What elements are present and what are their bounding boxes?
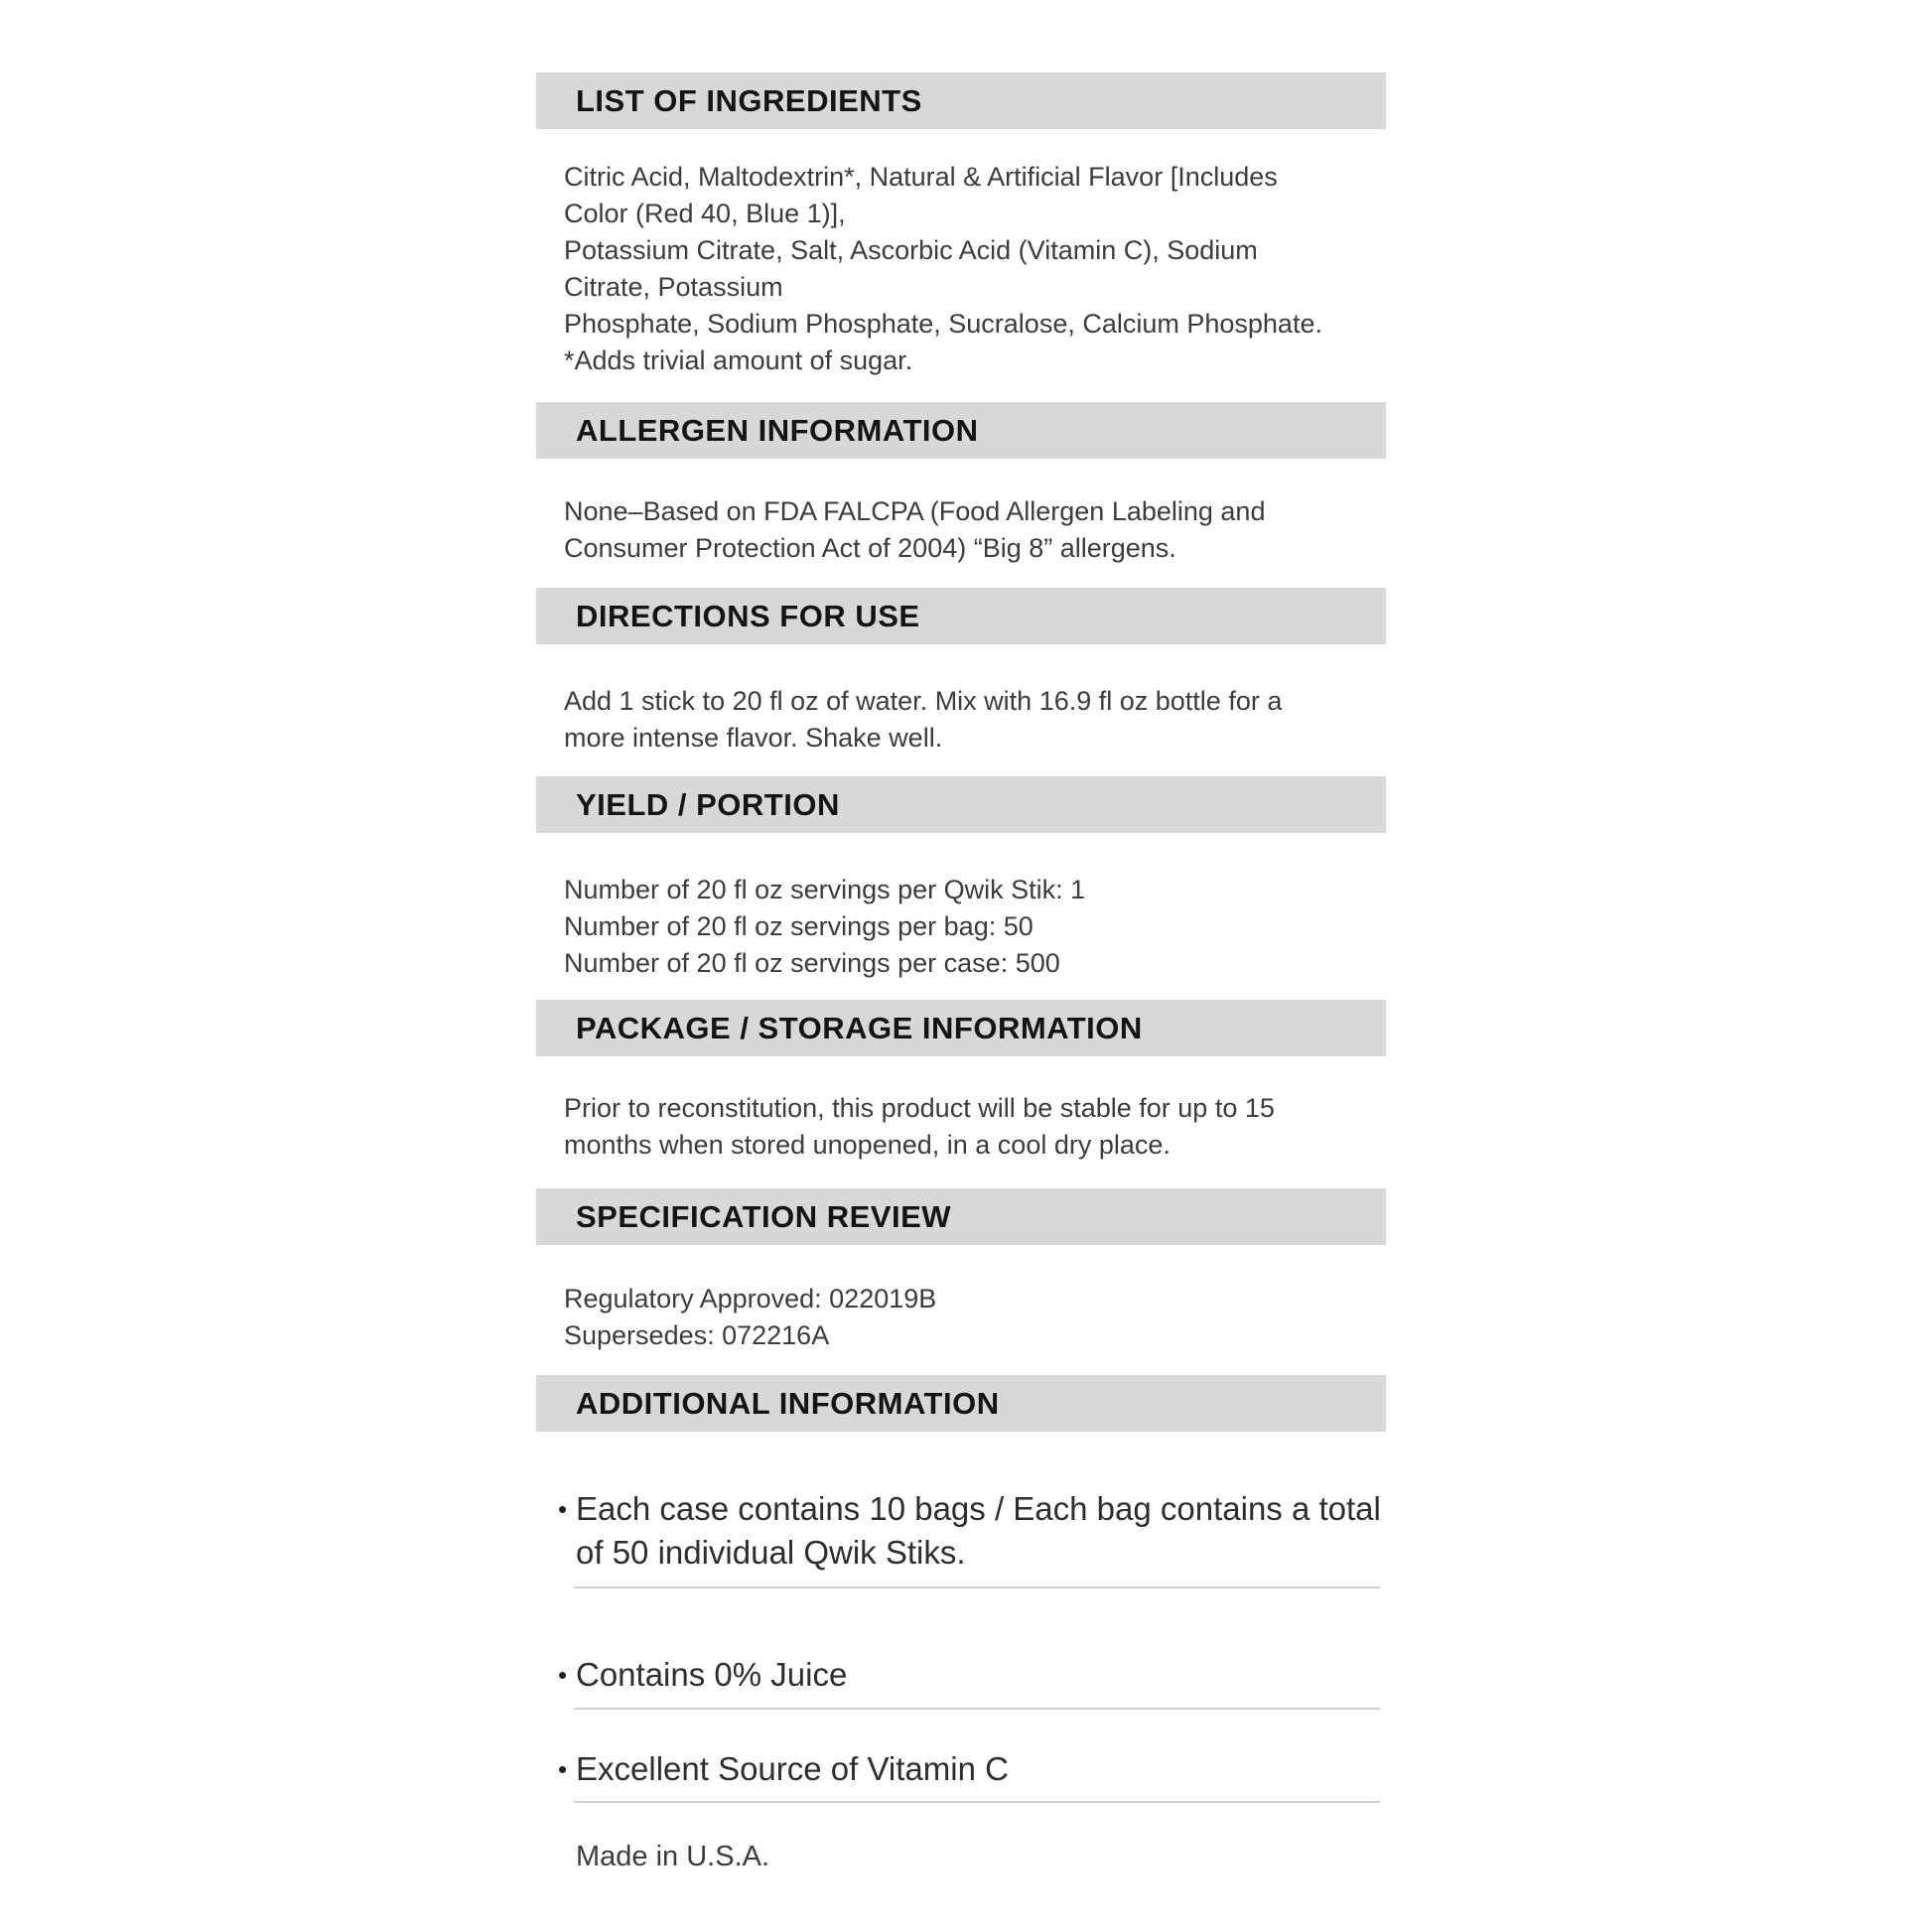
section-body-directions: [536, 683, 1386, 757]
directions-line: Add 1 stick to 20 fl oz of water. Mix with 16.9 fl oz bottle for a: [564, 686, 1283, 716]
allergen-line: None–Based on FDA FALCPA (Food Allergen Labeling and: [564, 496, 1266, 526]
ingredients-line: Phosphate, Sodium Phosphate, Sucralose, Calcium Phosphate.: [564, 309, 1322, 339]
made-in-text: Made in U.S.A.: [576, 1841, 770, 1872]
bullet-item: [536, 1653, 1386, 1697]
section-body-ingredients: [536, 159, 1386, 379]
section-header-allergen: ALLERGEN INFORMATION: [536, 402, 1386, 459]
section-body-storage: [536, 1090, 1386, 1164]
yield-line: Number of 20 fl oz servings per case: 500: [564, 948, 1060, 978]
ingredients-line: *Adds trivial amount of sugar.: [564, 345, 913, 375]
spec-review-line: Supersedes: 072216A: [564, 1320, 830, 1350]
bullet-text: [576, 1653, 847, 1697]
section-header-directions: DIRECTIONS FOR USE: [536, 588, 1386, 644]
section-header-spec-review: SPECIFICATION REVIEW: [536, 1188, 1386, 1245]
storage-line: Prior to reconstitution, this product will be stable for up to 15: [564, 1093, 1275, 1123]
bullet-line: of 50 individual Qwik Stiks.: [576, 1534, 966, 1571]
ingredients-line: Citrate, Potassium: [564, 272, 783, 302]
section-header-storage: PACKAGE / STORAGE INFORMATION: [536, 1000, 1386, 1056]
yield-line: Number of 20 fl oz servings per bag: 50: [564, 911, 1034, 941]
section-header-additional: ADDITIONAL INFORMATION: [536, 1375, 1386, 1432]
bullet-icon: •: [558, 1660, 568, 1690]
allergen-line: Consumer Protection Act of 2004) “Big 8” allergens.: [564, 533, 1176, 563]
section-body-spec-review: [536, 1281, 1386, 1354]
bullet-line: Each case contains 10 bags / Each bag contains a total: [576, 1490, 1381, 1527]
bullet-text: [576, 1487, 1381, 1575]
ingredients-line: Potassium Citrate, Salt, Ascorbic Acid (Vitamin C), Sodium: [564, 235, 1258, 265]
bullet-icon: •: [558, 1494, 568, 1524]
yield-line: Number of 20 fl oz servings per Qwik Stik: 1: [564, 875, 1086, 904]
divider: [574, 1801, 1380, 1803]
bullet-text: [576, 1747, 1009, 1791]
bullet-item: [536, 1487, 1386, 1575]
bullet-item: [536, 1747, 1386, 1791]
section-body-yield: [536, 872, 1386, 982]
bullet-line: Excellent Source of Vitamin C: [576, 1750, 1009, 1787]
ingredients-line: Color (Red 40, Blue 1)],: [564, 199, 846, 228]
divider: [574, 1587, 1380, 1588]
bullet-line: Contains 0% Juice: [576, 1656, 848, 1693]
directions-line: more intense flavor. Shake well.: [564, 723, 943, 753]
divider: [574, 1708, 1380, 1710]
section-body-allergen: [536, 493, 1386, 567]
ingredients-line: Citric Acid, Maltodextrin*, Natural & Artificial Flavor [Includes: [564, 162, 1278, 192]
spec-document: [536, 72, 1386, 1873]
section-header-yield: YIELD / PORTION: [536, 776, 1386, 833]
section-header-ingredients: LIST OF INGREDIENTS: [536, 72, 1386, 129]
storage-line: months when stored unopened, in a cool dry place.: [564, 1130, 1171, 1160]
bullet-icon: •: [558, 1754, 568, 1784]
spec-review-line: Regulatory Approved: 022019B: [564, 1284, 937, 1313]
